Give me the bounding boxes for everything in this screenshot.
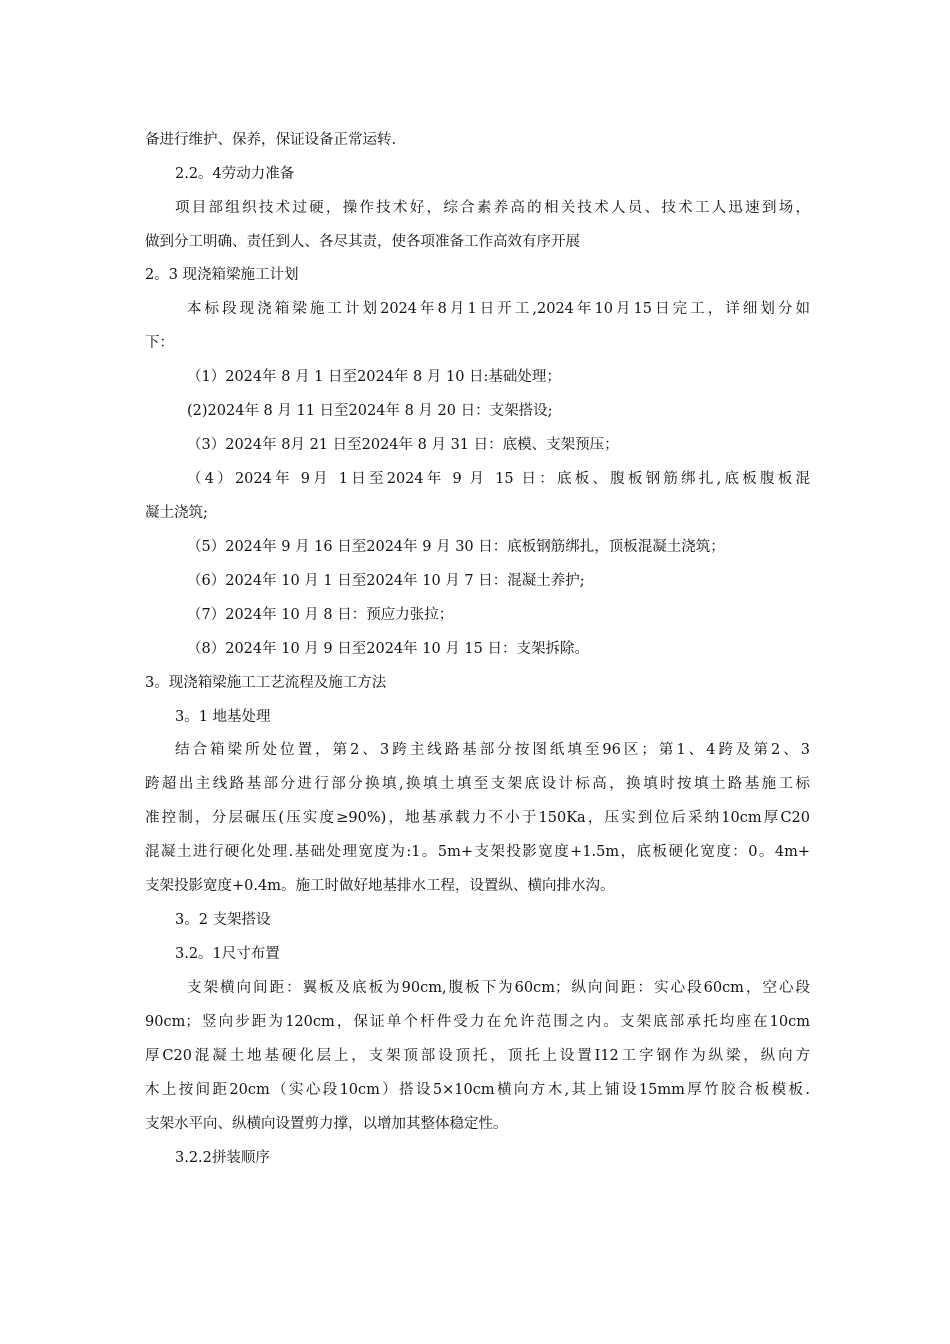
schedule-item: （1）2024年 8 月 1 日至2024年 8 月 10 日:基础处理； — [187, 369, 561, 385]
text-line: 凝土浇筑; — [145, 505, 208, 521]
schedule-item: （4）2024年 9月 1日至2024年 9 月 15 日：底板、腹板钢筋绑扎,底板腹板混 — [187, 471, 810, 487]
schedule-item: （8）2024年 10 月 9 日至2024年 10 月 15 日：支架拆除。 — [187, 641, 589, 657]
text-line: 做到分工明确、责任到人、各尽其责，使各项准备工作高效有序开展 — [145, 234, 580, 250]
schedule-item: （7）2024年 10 月 8 日：预应力张拉； — [187, 607, 454, 623]
section-heading: 3.2。1尺寸布置 — [175, 946, 280, 962]
text-line: 跨超出主线路基部分进行部分换填,换填土填至支架底设计标高，换填时按填土路基施工标 — [145, 776, 810, 792]
text-line: 90cm；竖向步距为120cm，保证单个杆件受力在允许范围之内。支架底部承托均座在10cm — [145, 1014, 810, 1030]
text-line: 备进行维护、保养，保证设备正常运转. — [145, 132, 397, 148]
text-line: 木上按间距20cm（实心段10cm）搭设5×10cm横向方木,其上铺设15mm厚竹胶合板模板. — [145, 1082, 810, 1098]
schedule-item: （6）2024年 10 月 1 日至2024年 10 月 7 日：混凝土养护; — [187, 573, 585, 589]
section-heading: 2。3 现浇箱梁施工计划 — [145, 267, 299, 283]
text-line: 本标段现浇箱梁施工计划2024年8月1日开工,2024年10月15日完工，详细划分如 — [187, 301, 810, 317]
section-heading: 3.2.2拼装顺序 — [175, 1150, 270, 1166]
section-heading: 3。2 支架搭设 — [175, 912, 271, 928]
text-line: 支架水平向、纵横向设置剪力撑，以增加其整体稳定性。 — [145, 1116, 508, 1132]
section-heading: 3。现浇箱梁施工工艺流程及施工方法 — [145, 675, 387, 691]
text-line: 结合箱梁所处位置，第2、3跨主线路基部分按图纸填至96区；第1、4跨及第2、3 — [175, 742, 810, 758]
text-line: 厚C20混凝土地基硬化层上，支架顶部设顶托，顶托上设置I12工字钢作为纵梁，纵向方 — [145, 1048, 810, 1064]
section-heading: 3。1 地基处理 — [175, 709, 271, 725]
text-line: 混凝土进行硬化处理.基础处理宽度为:1。5m+支架投影宽度+1.5m，底板硬化宽度：0。4m+ — [145, 844, 810, 860]
schedule-item: （5）2024年 9 月 16 日至2024年 9 月 30 日：底板钢筋绑扎，顶板混凝土浇筑； — [187, 539, 725, 555]
text-line: 下： — [145, 335, 174, 351]
text-line: 支架横向间距：翼板及底板为90cm,腹板下为60cm；纵向间距：实心段60cm，空心段 — [187, 980, 810, 996]
section-heading: 2.2。4劳动力准备 — [175, 166, 295, 182]
text-line: 支架投影宽度+0.4m。施工时做好地基排水工程，设置纵、横向排水沟。 — [145, 878, 615, 894]
text-line: 准控制，分层碾压(压实度≥90%)，地基承载力不小于150Ka，压实到位后采纳10cm厚C20 — [145, 810, 810, 826]
schedule-item: （3）2024年 8月 21 日至2024年 8 月 31 日：底模、支架预压； — [187, 437, 619, 453]
text-line: 项目部组织技术过硬，操作技术好，综合素养高的相关技术人员、技术工人迅速到场， — [175, 200, 810, 216]
schedule-item: (2)2024年 8 月 11 日至2024年 8 月 20 日：支架搭设; — [187, 403, 553, 419]
